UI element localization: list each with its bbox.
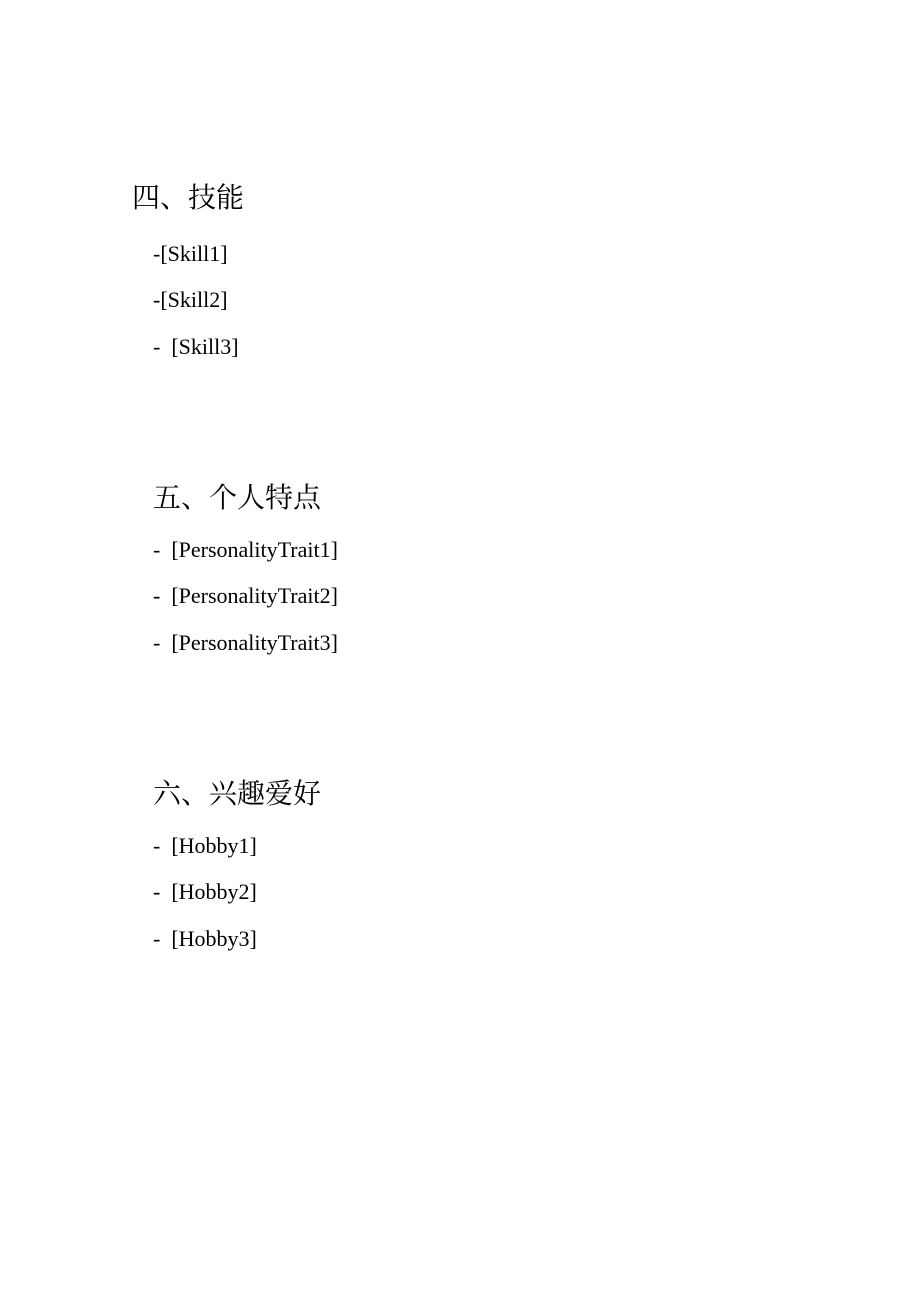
hobby-item: - [Hobby3] [153, 926, 257, 951]
personality-trait-item: - [PersonalityTrait2] [153, 583, 338, 608]
hobby-item: - [Hobby1] [153, 833, 257, 858]
personality-trait-item: - [PersonalityTrait3] [153, 630, 338, 655]
hobby-item: - [Hobby2] [153, 879, 257, 904]
section-heading-skills: 四、技能 [132, 181, 245, 214]
section-heading-hobbies: 六、兴趣爱好 [153, 777, 322, 810]
personality-trait-item: - [PersonalityTrait1] [153, 537, 338, 562]
section-heading-personal-traits: 五、个人特点 [153, 481, 322, 514]
skill-item: - [Skill3] [153, 334, 239, 359]
skill-item: -[Skill2] [153, 287, 228, 312]
skill-item: -[Skill1] [153, 241, 228, 266]
